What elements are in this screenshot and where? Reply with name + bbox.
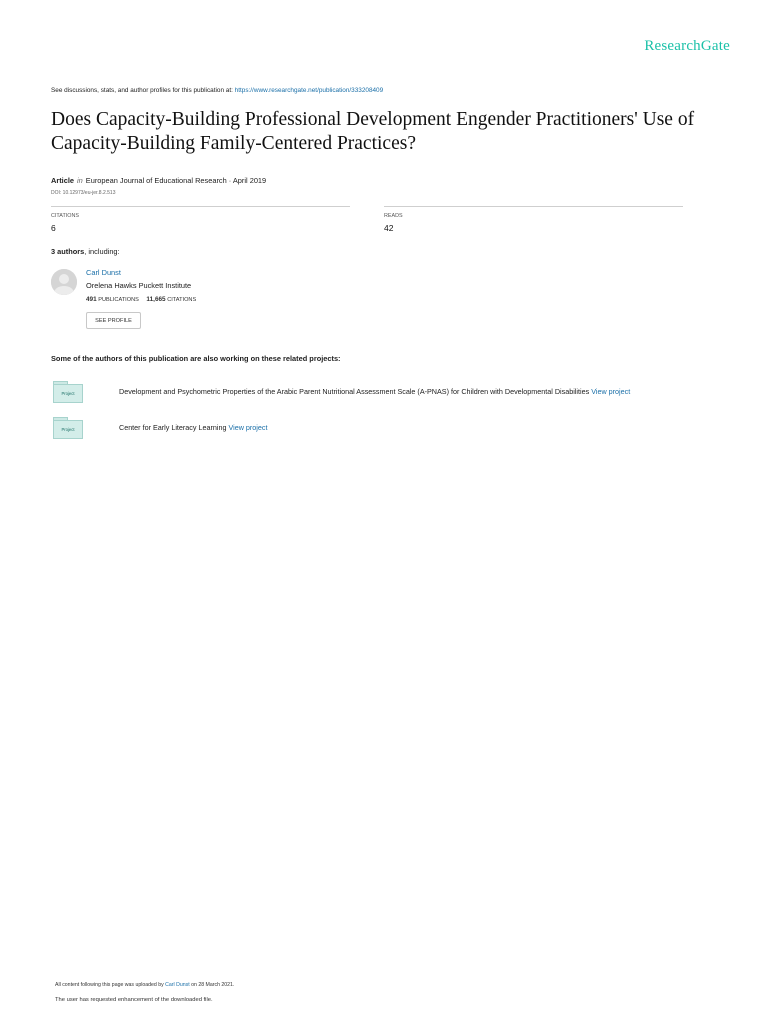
author-publications-label: PUBLICATIONS [98,297,139,303]
citations-value: 6 [51,223,56,233]
publication-meta [51,176,266,185]
reads-divider [384,206,683,207]
upload-prefix: All content following this page was uploaded by [55,982,166,988]
author-stats [86,296,202,303]
project-row [119,423,268,432]
project-row [119,387,630,396]
authors-count: 3 authors [51,247,85,256]
user-silhouette-icon [51,269,77,295]
project-folder-icon[interactable] [53,417,83,439]
citations-label: CITATIONS [51,213,79,219]
upload-suffix: on 28 March 2021. [189,982,235,988]
authors-including: , including: [84,247,120,256]
publication-doi: DOI: 10.12973/eu-jer.8.2.513 [51,190,116,196]
project-thumb-label: Project [53,420,83,439]
project-title: Center for Early Literacy Learning [119,423,227,432]
publication-url-link[interactable]: https://www.researchgate.net/publication/333208409 [234,87,384,94]
author-avatar[interactable] [51,269,77,295]
author-name-link[interactable]: Carl Dunst [86,268,121,277]
author-publications-count: 491 [86,296,97,303]
publication-type: Article [51,176,75,185]
upload-notice [55,982,234,988]
project-title: Development and Psychometric Properties of the Arabic Parent Nutritional Assessment Scale (A-PNAS) for Children with Developmental Disabilities [119,387,590,396]
see-discussions-line [51,87,383,94]
authors-summary [51,247,120,256]
author-citations-count: 11,665 [146,296,166,303]
enhancement-request-notice: The user has requested enhancement of the downloaded file. [55,997,213,1003]
view-project-link[interactable]: View project [591,387,631,396]
see-discussions-text: See discussions, stats, and author profiles for this publication at: [51,87,235,94]
view-project-link[interactable]: View project [228,423,268,432]
publication-title: Does Capacity-Building Professional Development Engender Practitioners' Use of Capacity-Building Family-Centered Practices? [51,109,695,154]
researchgate-logo[interactable]: ResearchGate [644,38,730,54]
uploader-link[interactable]: Carl Dunst [165,982,190,988]
author-institution: Orelena Hawks Puckett Institute [86,281,192,290]
author-citations-label: CITATIONS [167,297,197,303]
publication-venue-date: European Journal of Educational Research · April 2019 [85,176,267,185]
project-folder-icon[interactable] [53,381,83,403]
citations-divider [51,206,350,207]
in-word: in [77,176,83,185]
reads-value: 42 [384,223,394,233]
reads-label: READS [384,213,403,219]
see-profile-button[interactable]: SEE PROFILE [86,312,141,329]
related-projects-heading: Some of the authors of this publication are also working on these related projects: [51,354,341,363]
project-thumb-label: Project [53,384,83,403]
